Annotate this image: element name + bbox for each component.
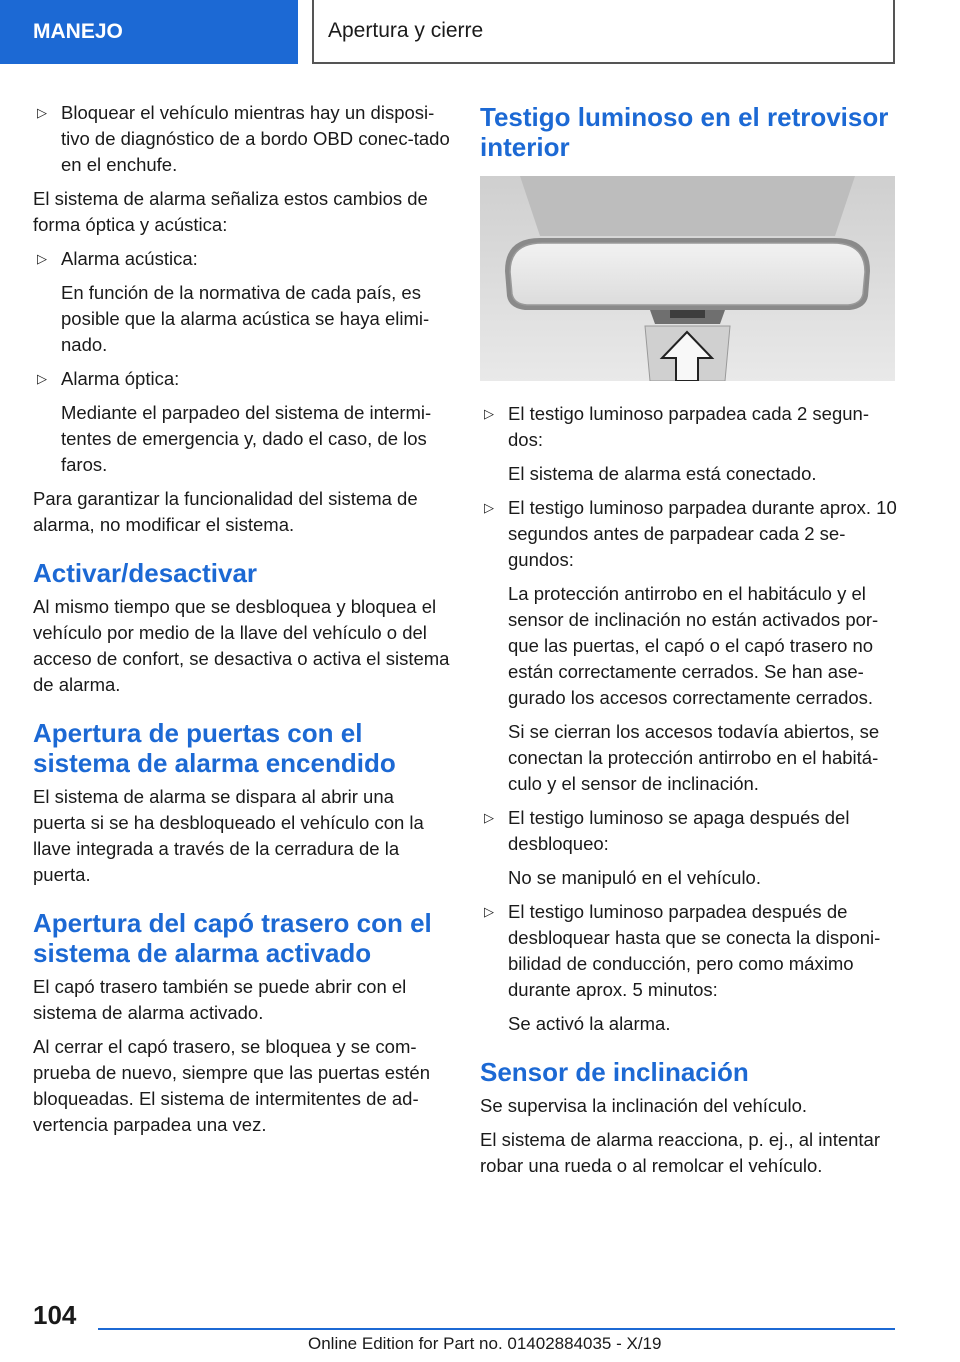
list-item: ▷ El testigo luminoso parpadea durante aprox. 10 segundos antes de parpadear cada 2 se‐gundos: xyxy=(484,497,897,570)
edition-note: Online Edition for Part no. 01402884035 - X/19 xyxy=(308,1334,662,1353)
triangle-bullet-icon: ▷ xyxy=(484,810,494,825)
list-item-text: No se manipuló en el vehículo. xyxy=(508,867,761,888)
rearview-mirror-illustration xyxy=(480,176,895,381)
heading-testigo: Testigo luminoso en el retrovisor interior xyxy=(480,102,889,162)
paragraph: Al mismo tiempo que se desbloquea y bloquea el vehículo por medio de la llave del vehículo o del acceso de confort, se desactiva o activa el sistema de alarma. xyxy=(33,596,450,695)
section-tab xyxy=(0,0,298,64)
list-item: ▷ El testigo luminoso parpadea después de desbloquear hasta que se conecta la disponi‐bilidad de conducción, pero como máximo durante aprox. 5 minutos: xyxy=(484,901,881,1000)
paragraph: Al cerrar el capó trasero, se bloquea y se com‐prueba de nuevo, siempre que las puertas estén bloqueadas. El sistema de intermitentes de ad‐vertencia parpadea una vez. xyxy=(33,1036,430,1135)
list-item-text: Si se cierran los accesos todavía abiertos, se conectan la protección antirrobo en el habitá‐culo y el sensor de inclinación. xyxy=(508,721,880,794)
triangle-bullet-icon: ▷ xyxy=(484,904,494,919)
list-item-text: En función de la normativa de cada país, es posible que la alarma acústica se haya elimi‐nado. xyxy=(61,282,430,355)
list-item: ▷ Alarma óptica: xyxy=(33,366,451,392)
paragraph: El sistema de alarma reacciona, p. ej., al intentar robar una rueda o al remolcar el vehículo. xyxy=(480,1129,880,1176)
paragraph: Para garantizar la funcionalidad del sistema de alarma, no modificar el sistema. xyxy=(33,488,418,535)
paragraph: El capó trasero también se puede abrir con el sistema de alarma activado. xyxy=(33,976,407,1023)
triangle-bullet-icon: ▷ xyxy=(484,406,494,421)
list-item: ▷ El testigo luminoso se apaga después del desbloqueo: xyxy=(484,807,850,854)
heading-activar: Activar/desactivar xyxy=(33,558,258,588)
heading-capo: Apertura del capó trasero con el sistema de alarma activado xyxy=(33,908,432,968)
list-item: ▷ Bloquear el vehículo mientras hay un disposi‐tivo de diagnóstico de a bordo OBD conec‐tado en el enchufe. xyxy=(37,102,450,175)
paragraph: Se supervisa la inclinación del vehículo. xyxy=(480,1095,808,1116)
footer-divider xyxy=(98,1328,895,1330)
chapter-title: Apertura y cierre xyxy=(328,19,484,42)
list-item-text: La protección antirrobo en el habitáculo y el sensor de inclinación no están activados por‐que las puertas, el capó o el capó trasero no están correctamente cerrados. Se han ase‐gurado los accesos correctamente cerrados. xyxy=(508,583,879,708)
list-item: ▷ El testigo luminoso parpadea cada 2 segun‐dos: xyxy=(484,403,869,450)
triangle-bullet-icon: ▷ xyxy=(37,251,47,266)
chapter-header xyxy=(312,0,895,64)
list-item-text: Mediante el parpadeo del sistema de intermi‐tentes de emergencia y, dado el caso, de los faros. xyxy=(61,402,432,475)
triangle-bullet-icon: ▷ xyxy=(37,371,47,386)
heading-puertas: Apertura de puertas con el sistema de alarma encendido xyxy=(33,718,396,778)
paragraph: El sistema de alarma señaliza estos cambios de forma óptica y acústica: xyxy=(33,188,428,235)
list-item-text: El sistema de alarma está conectado. xyxy=(508,463,817,484)
list-item: ▷ Alarma acústica: xyxy=(33,246,451,272)
left-column xyxy=(33,100,451,1146)
right-column xyxy=(480,100,898,1187)
paragraph: El sistema de alarma se dispara al abrir una puerta si se ha desbloqueado el vehículo con la llave integrada a través de la cerradura de la puerta. xyxy=(33,786,424,885)
section-title: MANEJO xyxy=(33,20,123,43)
heading-sensor: Sensor de inclinación xyxy=(480,1057,749,1087)
list-item-text: Se activó la alarma. xyxy=(508,1013,671,1034)
triangle-bullet-icon: ▷ xyxy=(484,500,494,515)
page-number: 104 xyxy=(33,1300,77,1330)
triangle-bullet-icon: ▷ xyxy=(37,105,47,120)
